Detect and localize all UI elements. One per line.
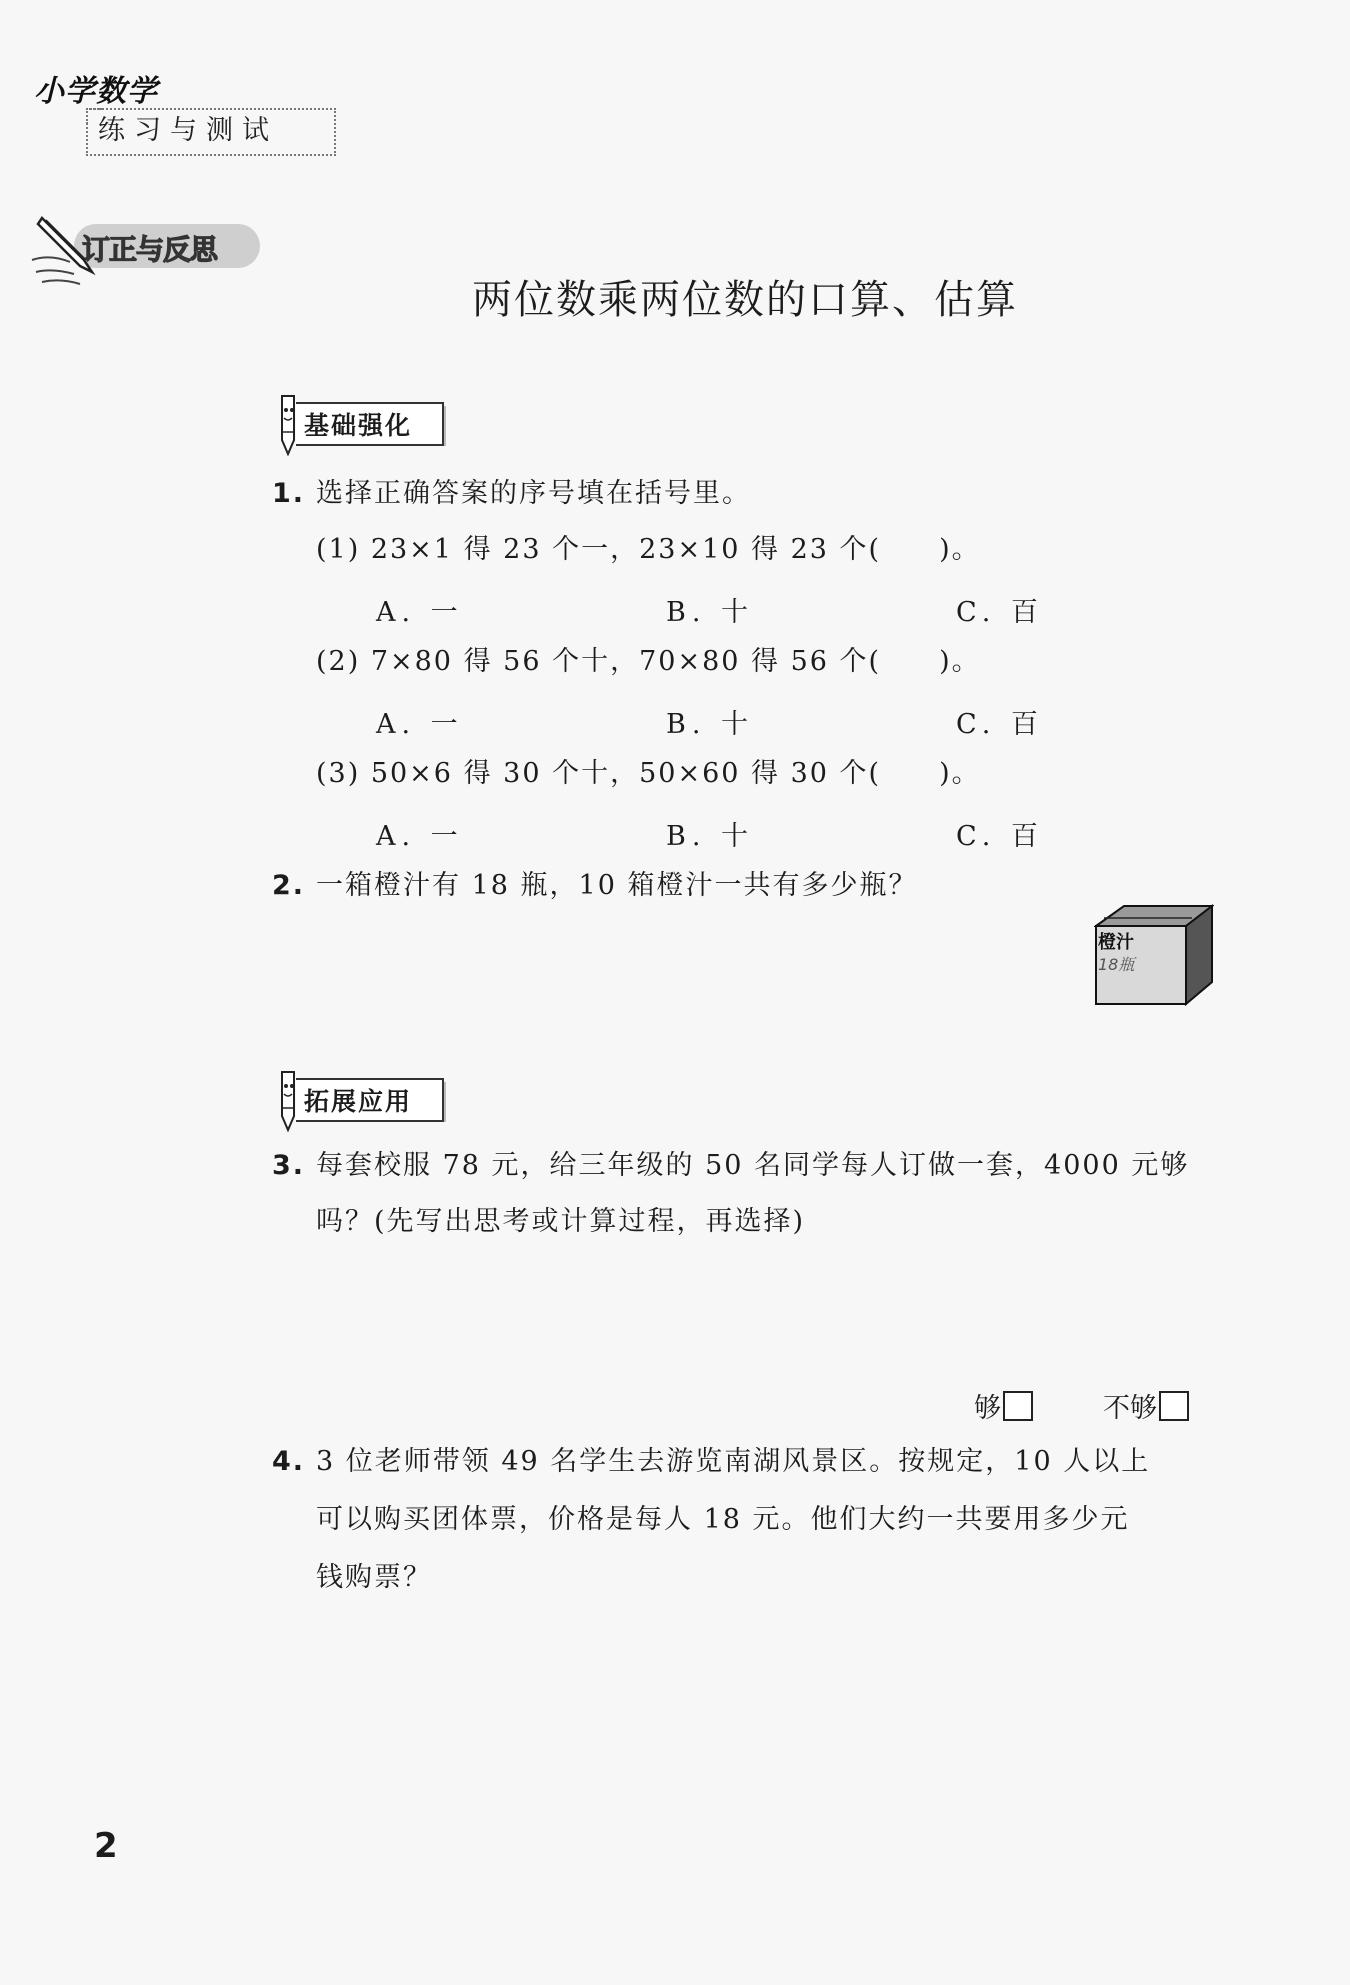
not-enough-checkbox[interactable]: [1159, 1391, 1189, 1421]
q1-part-3-option-c[interactable]: C. 百: [956, 821, 1044, 852]
q1-part-2-option-c[interactable]: C. 百: [956, 709, 1044, 740]
question-text-line-1: 每套校服 78 元，给三年级的 50 名同学每人订做一套，4000 元够: [316, 1150, 1190, 1181]
q3-answer-choices: [974, 1386, 1189, 1425]
enough-checkbox[interactable]: [1003, 1391, 1033, 1421]
question-3: [272, 1152, 1189, 1179]
question-number: 4.: [272, 1446, 306, 1477]
juice-box-count: 18瓶: [1098, 955, 1135, 974]
q1-part-1-option-b[interactable]: B. 十: [666, 597, 755, 628]
juice-box-label: 橙汁: [1098, 932, 1134, 953]
not-enough-label: 不够: [1103, 1393, 1157, 1424]
q1-part-2-option-b[interactable]: B. 十: [666, 709, 755, 740]
pencil-mascot-icon: [268, 388, 308, 460]
question-4-line-3: 钱购票？: [316, 1562, 432, 1593]
question-4: [272, 1448, 1150, 1475]
series-subtitle: 练习与测试: [86, 108, 336, 156]
q1-part-3-option-a[interactable]: A. 一: [376, 821, 464, 852]
q1-part-3-option-b[interactable]: B. 十: [666, 821, 755, 852]
question-4-line-2: 可以购买团体票，价格是每人 18 元。他们大约一共要用多少元: [316, 1504, 1130, 1535]
page-number: 2: [94, 1826, 118, 1866]
question-number: 2.: [272, 870, 306, 901]
correction-badge-label: 订正与反思: [82, 233, 218, 266]
question-text: 选择正确答案的序号填在括号里。: [316, 478, 751, 509]
question-text: 一箱橙汁有 18 瓶，10 箱橙汁一共有多少瓶？: [316, 870, 918, 901]
question-3-line-2: 吗？(先写出思考或计算过程，再选择): [316, 1206, 806, 1237]
page-title: 两位数乘两位数的口算、估算: [472, 277, 1018, 323]
q1-part-2-option-a[interactable]: A. 一: [376, 709, 464, 740]
q1-part-1-option-a[interactable]: A. 一: [376, 597, 464, 628]
enough-label: 够: [974, 1393, 1001, 1424]
section-basic-header: [268, 394, 448, 454]
q1-part-1-option-c[interactable]: C. 百: [956, 597, 1044, 628]
section-extended-label: 拓展应用: [304, 1087, 413, 1116]
pencil-mascot-icon: [268, 1064, 308, 1136]
question-number: 3.: [272, 1150, 306, 1181]
juice-box-illustration: [1094, 904, 1214, 1008]
q1-part-1: (1) 23×1 得 23 个一，23×10 得 23 个( )。: [316, 534, 981, 565]
series-title: 小学数学: [34, 74, 158, 109]
enough-choice[interactable]: [974, 1386, 1033, 1425]
q1-part-2: (2) 7×80 得 56 个十，70×80 得 56 个( )。: [316, 646, 981, 677]
question-text-line-1: 3 位老师带领 49 名学生去游览南湖风景区。按规定，10 人以上: [316, 1446, 1151, 1477]
section-basic-label: 基础强化: [304, 411, 413, 440]
question-2: [272, 872, 917, 899]
question-1: [272, 480, 751, 507]
section-extended-header: [268, 1070, 448, 1130]
not-enough-choice[interactable]: [1103, 1386, 1189, 1425]
q1-part-3: (3) 50×6 得 30 个十，50×60 得 30 个( )。: [316, 758, 981, 789]
question-number: 1.: [272, 478, 306, 509]
